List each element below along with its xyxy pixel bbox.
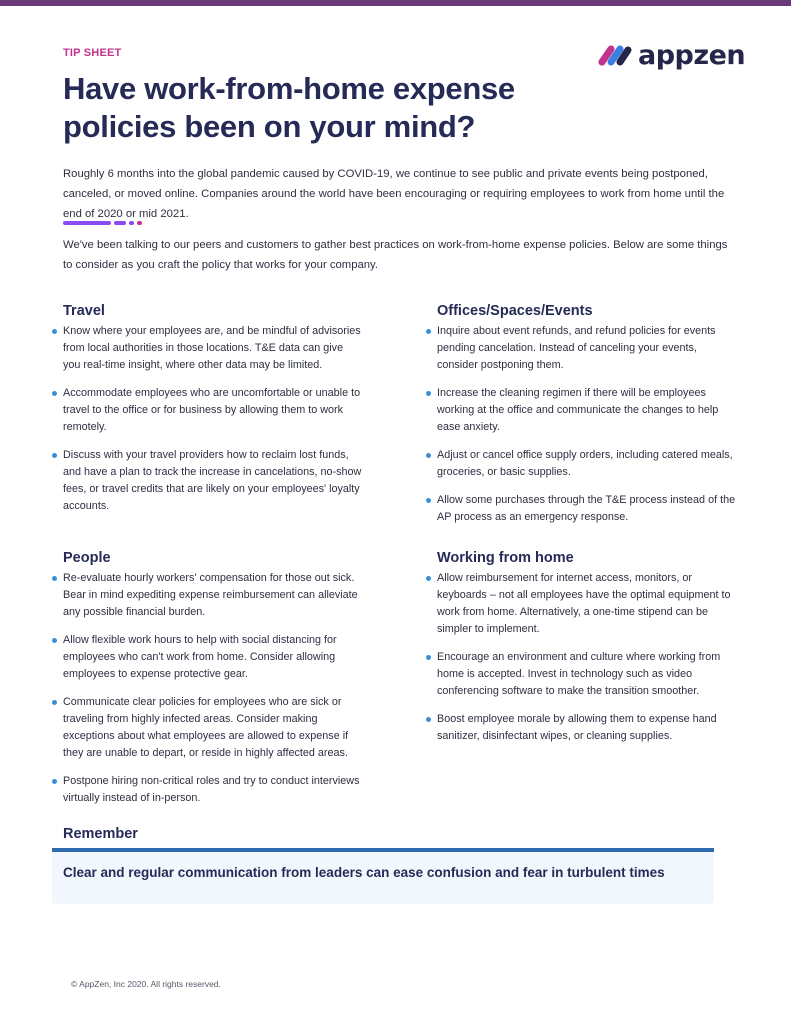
- list-item-text: Adjust or cancel office supply orders, including catered meals, groceries, or basic supplies.: [437, 449, 733, 478]
- list-item-text: Discuss with your travel providers how to reclaim lost funds, and have a plan to track the increase in cancelations, no-show fees, or travel credits that are likely on your employees' loyalty accounts.: [63, 449, 362, 512]
- list-item-text: Increase the cleaning regimen if there will be employees working at the office and communicate the changes to help ease anxiety.: [437, 387, 719, 433]
- intro-paragraph-2: We've been talking to our peers and customers to gather best practices on work-from-home expense policies. Below are some things to consider as you craft the policy that works for your company.: [63, 239, 728, 271]
- list-item: [53, 632, 363, 683]
- list-item-text: Boost employee morale by allowing them to expense hand sanitizer, disinfectant wipes, or cleaning supplies.: [437, 713, 717, 742]
- list-item-text: Inquire about event refunds, and refund policies for events pending cancelation. Instead of canceling your events, consider postponing them.: [437, 325, 716, 371]
- list-item: [427, 649, 737, 700]
- bullet-dot-icon: [52, 453, 57, 458]
- bullet-dot-icon: [426, 655, 431, 660]
- page-title: Have work-from-home expense policies been on your mind?: [63, 71, 515, 144]
- list-item: [53, 323, 363, 374]
- divider-segment: [137, 221, 142, 225]
- section-heading: Travel: [63, 303, 105, 319]
- list-item: [427, 385, 737, 436]
- bullet-dot-icon: [52, 576, 57, 581]
- bullet-list: [437, 323, 737, 526]
- bullet-dot-icon: [426, 329, 431, 334]
- bullet-dot-icon: [426, 576, 431, 581]
- bullet-dot-icon: [52, 638, 57, 643]
- divider-segment: [63, 221, 111, 225]
- list-item-text: Allow reimbursement for internet access, monitors, or keyboards – not all employees have the optimal equipment to work from home. Alternatively, a one-time stipend can be simpler to implement.: [437, 572, 731, 635]
- divider-segment: [129, 221, 134, 225]
- list-item: [427, 570, 737, 638]
- remember-callout-box: [52, 848, 714, 904]
- appzen-logo: [598, 42, 745, 70]
- appzen-logo-wordmark: appzen: [638, 40, 746, 71]
- list-item-text: Allow flexible work hours to help with social distancing for employees who can't work from home. Consider allowing employees to expense protective gear.: [63, 634, 337, 680]
- bullet-dot-icon: [426, 498, 431, 503]
- list-item-text: Communicate clear policies for employees who are sick or traveling from highly infected areas. Consider making exceptions about what employees are allowed to expense if they are unable to depart, or reside in highly affected areas.: [63, 696, 349, 759]
- list-item: [427, 492, 737, 526]
- eyebrow-label: TIP SHEET: [63, 47, 122, 59]
- bullet-list: [437, 570, 737, 745]
- section-people: [63, 550, 363, 818]
- section-heading: Offices/Spaces/Events: [437, 303, 593, 319]
- bullet-dot-icon: [426, 453, 431, 458]
- list-item-text: Accommodate employees who are uncomfortable or unable to travel to the office or for business by allowing them to work remotely.: [63, 387, 361, 433]
- list-item-text: Re-evaluate hourly workers' compensation for those out sick. Bear in mind expediting expense reimbursement can alleviate any possible financial burden.: [63, 572, 358, 618]
- list-item: [53, 385, 363, 436]
- section-travel: [63, 303, 363, 526]
- footer-copyright: © AppZen, Inc 2020. All rights reserved.: [71, 979, 221, 989]
- appzen-logo-mark-icon: [598, 45, 632, 67]
- bullet-dot-icon: [52, 700, 57, 705]
- list-item: [53, 773, 363, 807]
- list-item: [427, 447, 737, 481]
- top-accent-bar: [0, 0, 791, 6]
- list-item-text: Postpone hiring non-critical roles and try to conduct interviews virtually instead of in-person.: [63, 775, 360, 804]
- section-heading: Working from home: [437, 550, 574, 566]
- remember-callout-text: Clear and regular communication from leaders can ease confusion and fear in turbulent times: [63, 865, 665, 880]
- bullet-list: [63, 323, 363, 515]
- list-item: [53, 570, 363, 621]
- bullet-dot-icon: [426, 391, 431, 396]
- divider-segment: [114, 221, 126, 225]
- decorative-divider: [63, 221, 142, 225]
- section-heading: People: [63, 550, 111, 566]
- bullet-dot-icon: [52, 391, 57, 396]
- bullet-dot-icon: [52, 779, 57, 784]
- list-item-text: Allow some purchases through the T&E process instead of the AP process as an emergency response.: [437, 494, 736, 523]
- bullet-list: [63, 570, 363, 807]
- bullet-dot-icon: [52, 329, 57, 334]
- list-item-text: Encourage an environment and culture where working from home is accepted. Invest in technology such as video conferencing software to make the transition smoother.: [437, 651, 721, 697]
- list-item: [427, 323, 737, 374]
- intro-paragraph-1: Roughly 6 months into the global pandemic caused by COVID-19, we continue to see public and private events being postponed, canceled, or moved online. Companies around the world have been encouraging or requiring employees to work from home until the end of 2020 or mid 2021.: [63, 168, 725, 220]
- section-working-from-home: [437, 550, 737, 756]
- list-item: [53, 694, 363, 762]
- list-item: [53, 447, 363, 515]
- remember-heading: Remember: [63, 826, 138, 842]
- list-item-text: Know where your employees are, and be mindful of advisories from local authorities in those locations. T&E data can give you real-time insight, where other data may be limited.: [63, 325, 361, 371]
- list-item: [427, 711, 737, 745]
- section-offices-spaces-events: [437, 303, 737, 537]
- bullet-dot-icon: [426, 717, 431, 722]
